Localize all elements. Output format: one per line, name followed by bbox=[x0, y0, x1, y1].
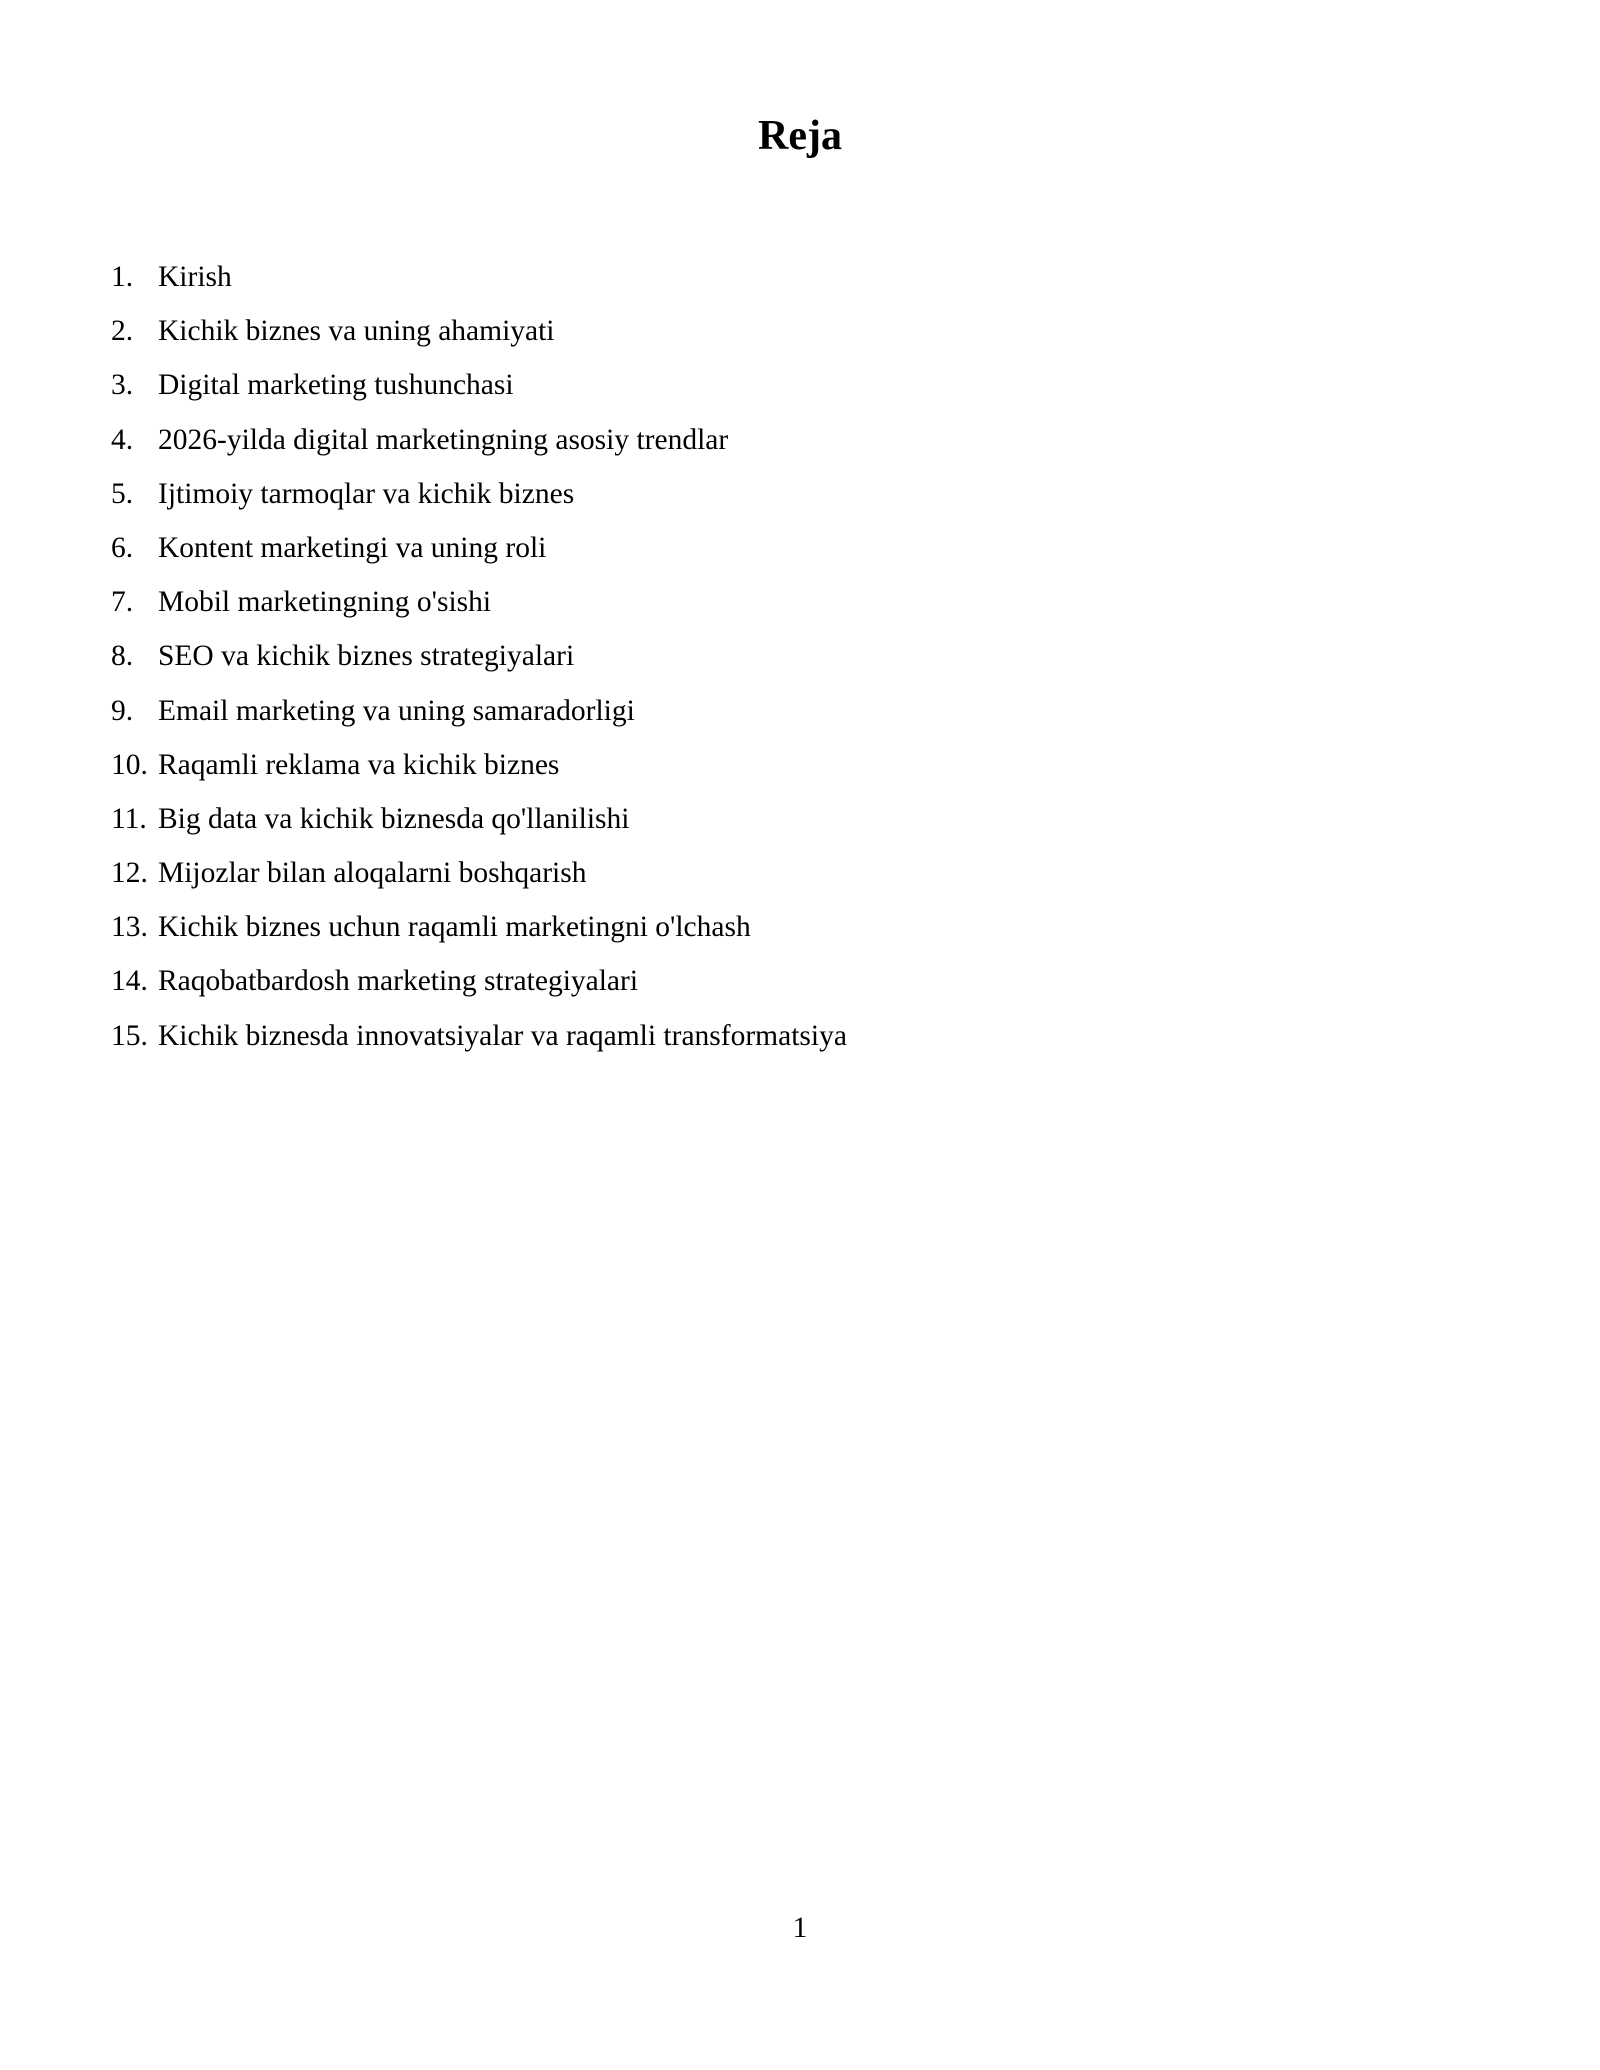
list-item-number: 1. bbox=[111, 261, 134, 293]
table-of-contents bbox=[111, 250, 847, 1063]
list-item-text: Raqobatbardosh marketing strategiyalari bbox=[158, 965, 639, 998]
list-item-number: 15. bbox=[111, 1019, 148, 1052]
list-item-number: 2. bbox=[111, 315, 134, 348]
list-item-number: 8. bbox=[111, 640, 134, 673]
list-item-number: 5. bbox=[111, 477, 134, 510]
page-number: 1 bbox=[792, 1912, 808, 1944]
list-item bbox=[111, 304, 847, 358]
list-item-number: 9. bbox=[111, 694, 134, 727]
list-item bbox=[111, 413, 847, 467]
list-item bbox=[111, 521, 847, 575]
list-item-number: 4. bbox=[111, 423, 134, 456]
list-item bbox=[111, 250, 847, 304]
list-item-text: Kichik biznes va uning ahamiyati bbox=[158, 315, 555, 348]
list-item-text: Kichik biznesda innovatsiyalar va raqamli transformatsiya bbox=[158, 1019, 847, 1052]
list-item-number: 11. bbox=[111, 802, 147, 835]
list-item bbox=[111, 738, 847, 792]
list-item-text: Email marketing va uning samaradorligi bbox=[158, 694, 635, 727]
list-item-number: 10. bbox=[111, 748, 148, 781]
list-item-text: 2026-yilda digital marketingning asosiy trendlar bbox=[158, 423, 729, 456]
list-item bbox=[111, 900, 847, 954]
page-title: Reja bbox=[758, 113, 842, 159]
list-item-number: 7. bbox=[111, 586, 134, 619]
list-item-text: Kirish bbox=[158, 261, 232, 293]
list-item-number: 13. bbox=[111, 911, 148, 944]
list-item bbox=[111, 846, 847, 900]
list-item-text: Kontent marketingi va uning roli bbox=[158, 531, 547, 564]
list-item-text: Raqamli reklama va kichik biznes bbox=[158, 748, 560, 781]
list-item-number: 3. bbox=[111, 369, 134, 402]
list-item-text: Mobil marketingning o'sishi bbox=[158, 586, 492, 619]
list-item bbox=[111, 684, 847, 738]
list-item-text: Ijtimoiy tarmoqlar va kichik biznes bbox=[158, 477, 575, 510]
list-item bbox=[111, 358, 847, 412]
list-item-number: 12. bbox=[111, 857, 148, 890]
list-item-text: Mijozlar bilan aloqalarni boshqarish bbox=[158, 857, 587, 890]
list-item bbox=[111, 954, 847, 1008]
list-item-text: Kichik biznes uchun raqamli marketingni o'lchash bbox=[158, 911, 751, 944]
list-item-text: Digital marketing tushunchasi bbox=[158, 369, 514, 402]
list-item-number: 14. bbox=[111, 965, 148, 998]
list-item bbox=[111, 575, 847, 629]
list-item bbox=[111, 467, 847, 521]
list-item-text: SEO va kichik biznes strategiyalari bbox=[158, 640, 575, 673]
list-item-text: Big data va kichik biznesda qo'llanilishi bbox=[158, 802, 630, 835]
list-item-number: 6. bbox=[111, 531, 134, 564]
list-item bbox=[111, 792, 847, 846]
list-item bbox=[111, 1009, 847, 1063]
list-item bbox=[111, 629, 847, 683]
